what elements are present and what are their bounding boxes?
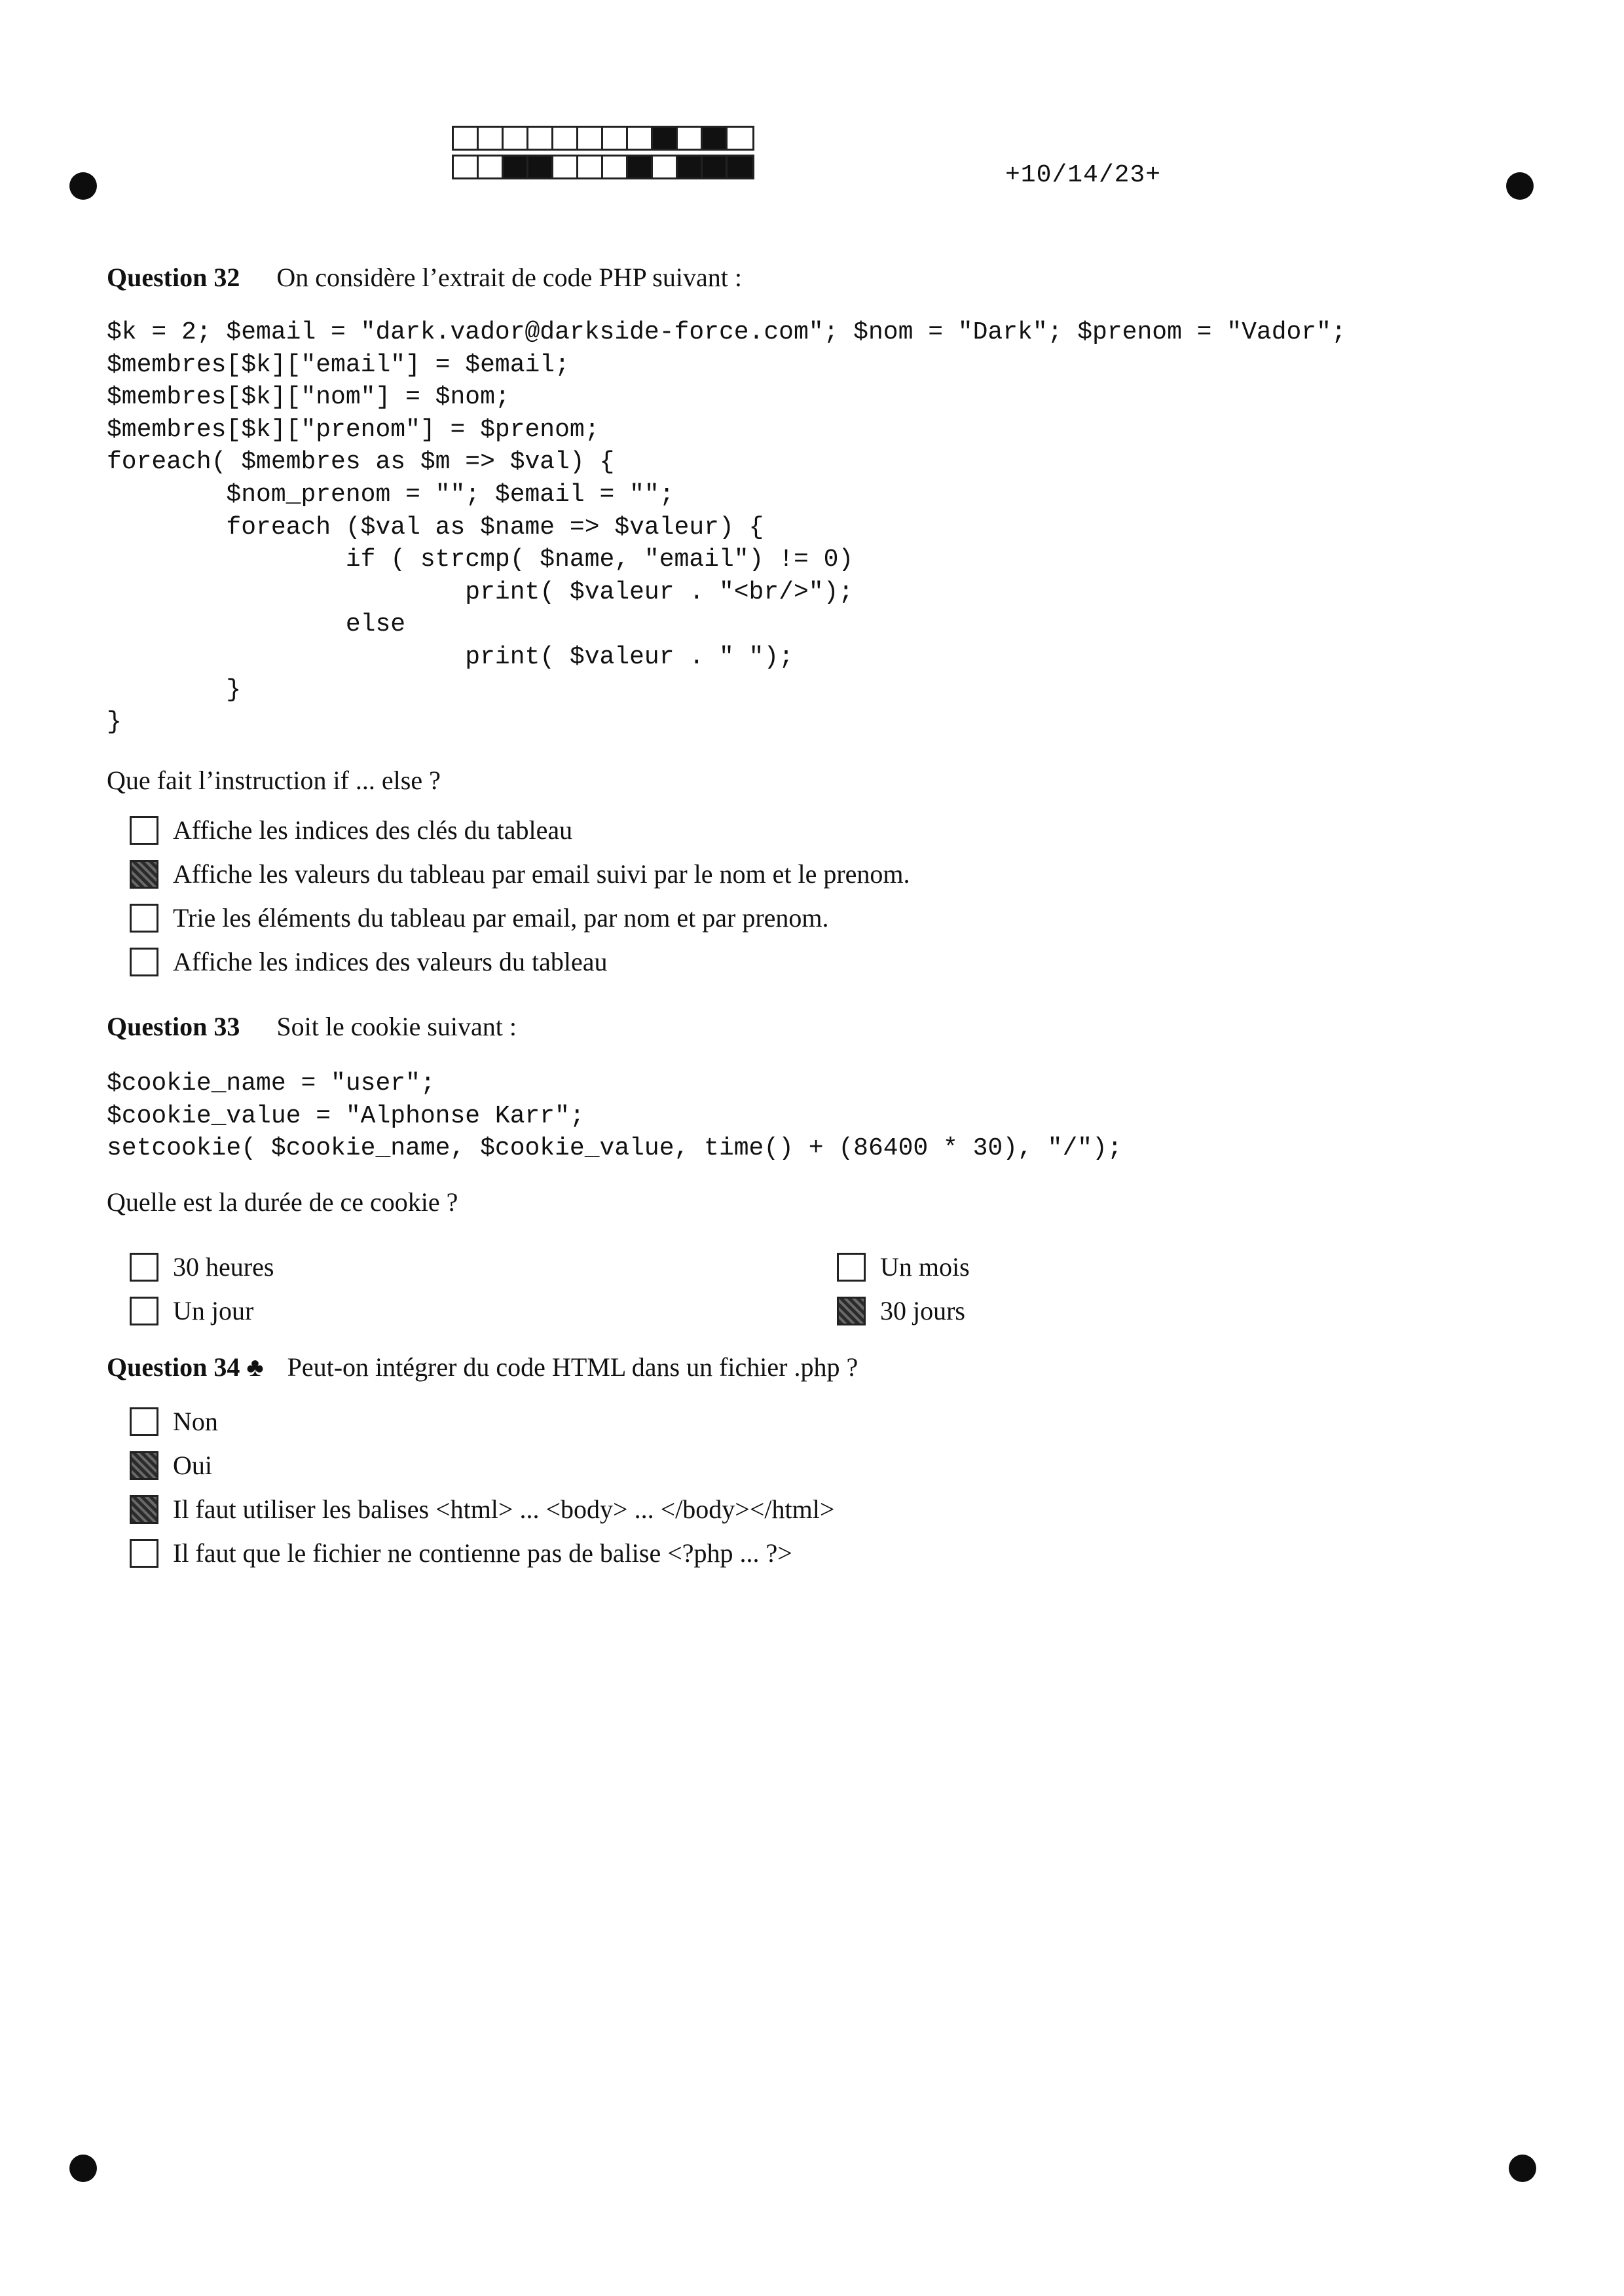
question-33-label: Question 33 bbox=[107, 1012, 240, 1041]
q34-answer-2-checkbox[interactable] bbox=[130, 1451, 158, 1480]
barcode-cell bbox=[728, 157, 752, 177]
q34-answer-3-label: Il faut utiliser les balises <html> ... <body> ... </body></html> bbox=[173, 1494, 835, 1524]
q33-answer-2-label: Un jour bbox=[173, 1296, 254, 1325]
question-33-text: Soit le cookie suivant : bbox=[276, 1012, 517, 1041]
barcode-cell bbox=[528, 157, 553, 177]
q34-answer-1[interactable] bbox=[130, 1406, 218, 1437]
question-34-label: Question 34 bbox=[107, 1352, 240, 1382]
barcode-row-bottom bbox=[452, 155, 754, 179]
q32-answer-2-checkbox[interactable] bbox=[130, 860, 158, 889]
q34-answer-2[interactable] bbox=[130, 1450, 212, 1481]
barcode-cell bbox=[653, 128, 678, 149]
question-32-heading bbox=[107, 262, 742, 293]
page-barcode bbox=[452, 126, 754, 179]
q32-answer-1[interactable] bbox=[130, 815, 572, 845]
barcode-cell bbox=[678, 157, 703, 177]
page-id: +10/14/23+ bbox=[1005, 161, 1162, 189]
barcode-cell bbox=[454, 128, 479, 149]
barcode-cell bbox=[479, 157, 504, 177]
q32-answer-2-label: Affiche les valeurs du tableau par email suivi par le nom et le prenom. bbox=[173, 859, 910, 889]
q33-answer-2[interactable] bbox=[130, 1295, 253, 1326]
q32-answer-4[interactable] bbox=[130, 946, 607, 977]
q34-answer-2-label: Oui bbox=[173, 1451, 212, 1480]
q32-answer-2[interactable] bbox=[130, 859, 910, 889]
q34-answer-3[interactable] bbox=[130, 1494, 834, 1525]
q34-answer-4-checkbox[interactable] bbox=[130, 1539, 158, 1568]
q33-answer-3-label: Un mois bbox=[880, 1252, 970, 1282]
q33-answer-4-checkbox[interactable] bbox=[837, 1297, 866, 1325]
barcode-cell bbox=[454, 157, 479, 177]
barcode-cell bbox=[603, 128, 628, 149]
barcode-cell bbox=[553, 128, 578, 149]
q33-answer-4[interactable] bbox=[837, 1295, 965, 1326]
q34-answer-3-checkbox[interactable] bbox=[130, 1495, 158, 1524]
question-34-heading bbox=[107, 1352, 858, 1382]
question-33-code: $cookie_name = "user"; $cookie_value = "Alphonse Karr"; setcookie( $cookie_name, $cookie_value, time() + (86400 * 30), "/"); bbox=[107, 1069, 1122, 1163]
question-33-prompt: Quelle est la durée de ce cookie ? bbox=[107, 1187, 458, 1217]
q32-answer-4-checkbox[interactable] bbox=[130, 948, 158, 976]
barcode-cell bbox=[628, 128, 653, 149]
q32-answer-3-label: Trie les éléments du tableau par email, par nom et par prenom. bbox=[173, 903, 829, 933]
q33-answer-1-checkbox[interactable] bbox=[130, 1253, 158, 1282]
registration-mark-top-left bbox=[69, 172, 97, 200]
barcode-cell bbox=[578, 128, 603, 149]
q32-answer-3-checkbox[interactable] bbox=[130, 904, 158, 933]
q32-answer-1-label: Affiche les indices des clés du tableau bbox=[173, 815, 573, 845]
barcode-cell bbox=[703, 128, 728, 149]
barcode-cell bbox=[479, 128, 504, 149]
question-32-code: $k = 2; $email = "dark.vador@darkside-force.com"; $nom = "Dark"; $prenom = "Vador"; $membres[$k]["email"] = $email; $membres[$k]["nom"] = $nom; $membres[$k]["prenom"] = $prenom; foreach( $membres as $m => $val) { $nom_prenom = ""; $email = ""; foreach ($val as $name => $valeur) { if ( strcmp( $name, "email") != 0) print( $valeur . "<br/>"); else print( $valeur . " "); } } bbox=[107, 318, 1346, 737]
club-icon: ♣ bbox=[246, 1352, 264, 1382]
q32-answer-4-label: Affiche les indices des valeurs du tableau bbox=[173, 947, 608, 976]
question-32-label: Question 32 bbox=[107, 263, 240, 292]
barcode-cell bbox=[504, 157, 528, 177]
q33-answer-1[interactable] bbox=[130, 1251, 274, 1282]
barcode-cell bbox=[578, 157, 603, 177]
registration-mark-top-right bbox=[1506, 172, 1534, 200]
registration-mark-bottom-left bbox=[69, 2155, 97, 2182]
q34-answer-1-label: Non bbox=[173, 1407, 218, 1436]
question-34-text: Peut-on intégrer du code HTML dans un fichier .php ? bbox=[287, 1352, 858, 1382]
barcode-cell bbox=[553, 157, 578, 177]
q33-answer-3[interactable] bbox=[837, 1251, 970, 1282]
barcode-cell bbox=[653, 157, 678, 177]
question-33-heading bbox=[107, 1011, 517, 1042]
barcode-cell bbox=[728, 128, 752, 149]
barcode-row-top bbox=[452, 126, 754, 151]
q34-answer-4[interactable] bbox=[130, 1538, 792, 1568]
q33-answer-1-label: 30 heures bbox=[173, 1252, 274, 1282]
barcode-cell bbox=[703, 157, 728, 177]
barcode-cell bbox=[504, 128, 528, 149]
q32-answer-3[interactable] bbox=[130, 902, 829, 933]
barcode-cell bbox=[528, 128, 553, 149]
q32-answer-1-checkbox[interactable] bbox=[130, 816, 158, 845]
registration-mark-bottom-right bbox=[1509, 2155, 1536, 2182]
question-32-prompt: Que fait l’instruction if ... else ? bbox=[107, 766, 441, 795]
q33-answer-4-label: 30 jours bbox=[880, 1296, 965, 1325]
question-32-text: On considère l’extrait de code PHP suivant : bbox=[276, 263, 742, 292]
barcode-cell bbox=[628, 157, 653, 177]
q33-answer-2-checkbox[interactable] bbox=[130, 1297, 158, 1325]
barcode-cell bbox=[678, 128, 703, 149]
q33-answer-3-checkbox[interactable] bbox=[837, 1253, 866, 1282]
q34-answer-1-checkbox[interactable] bbox=[130, 1407, 158, 1436]
q34-answer-4-label: Il faut que le fichier ne contienne pas de balise <?php ... ?> bbox=[173, 1538, 792, 1568]
barcode-cell bbox=[603, 157, 628, 177]
